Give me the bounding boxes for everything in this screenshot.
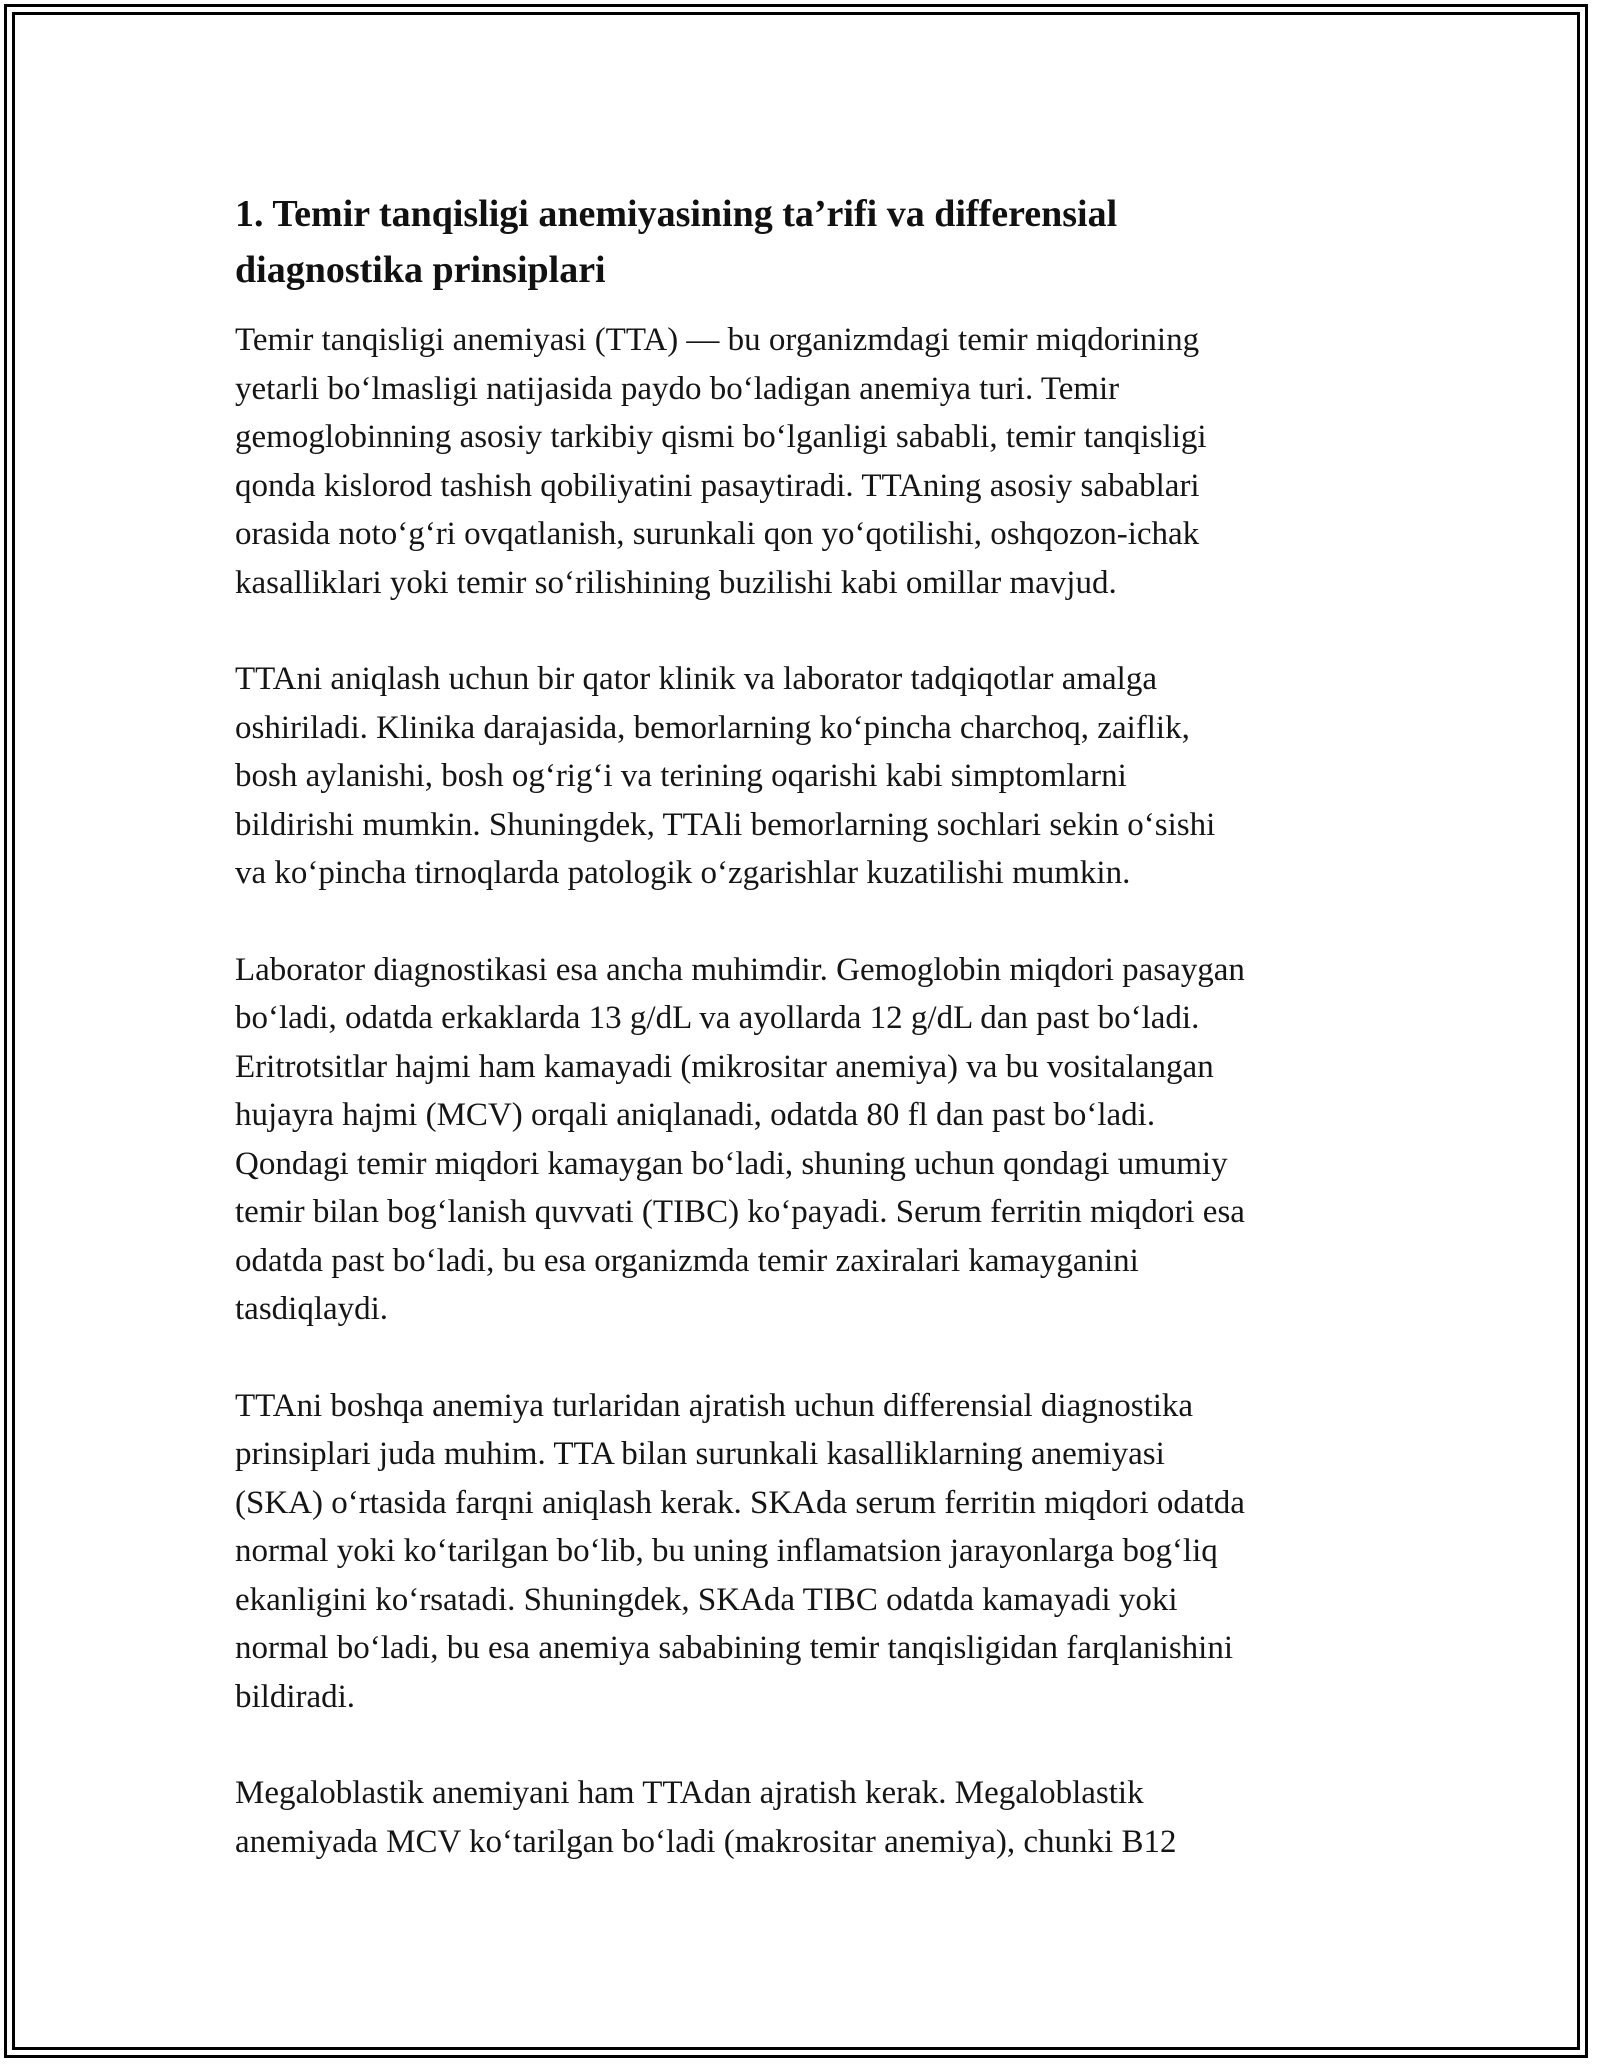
- section-heading-line: diagnostika prinsiplari: [235, 249, 606, 291]
- text-line: (SKA) oʻrtasida farqni aniqlash kerak. SKAda serum ferritin miqdori odatda: [235, 1484, 1245, 1521]
- text-line: hujayra hajmi (MCV) orqali aniqlanadi, odatda 80 fl dan past boʻladi.: [235, 1097, 1156, 1133]
- text-line: tasdiqlaydi.: [235, 1291, 389, 1327]
- paragraph-differential: [235, 1382, 1380, 1722]
- document-body: [235, 186, 1380, 1914]
- text-line: TTAni aniqlash uchun bir qator klinik va laborator tadqiqotlar amalga: [235, 661, 1158, 697]
- text-line: normal yoki koʻtarilgan boʻlib, bu uning inflamatsion jarayonlarga bogʻliq: [235, 1533, 1218, 1569]
- text-line: boʻladi, odatda erkaklarda 13 g/dL va ayollarda 12 g/dL dan past boʻladi.: [235, 1000, 1200, 1036]
- text-line: odatda past boʻladi, bu esa organizmda temir zaxiralari kamayganini: [235, 1242, 1139, 1279]
- text-line: Temir tanqisligi anemiyasi (TTA) — bu organizmdagi temir miqdorining: [235, 322, 1200, 358]
- paragraph-laboratory: [235, 946, 1380, 1334]
- text-line: kasalliklari yoki temir soʻrilishining buzilishi kabi omillar mavjud.: [235, 564, 1117, 601]
- text-line: bosh aylanishi, bosh ogʻrigʻi va terining oqarishi kabi simptomlarni: [235, 758, 1127, 794]
- text-line: yetarli boʻlmasligi natijasida paydo boʻladigan anemiya turi. Temir: [235, 370, 1120, 407]
- text-line: temir bilan bogʻlanish quvvati (TIBC) koʻpayadi. Serum ferritin miqdori esa: [235, 1194, 1245, 1230]
- text-line: bildiradi.: [235, 1678, 356, 1715]
- section-heading: [235, 186, 1380, 298]
- text-line: bildirishi mumkin. Shuningdek, TTAli bemorlarning sochlari sekin oʻsishi: [235, 806, 1216, 843]
- text-line: prinsiplari juda muhim. TTA bilan surunkali kasalliklarning anemiyasi: [235, 1436, 1165, 1472]
- text-line: TTAni boshqa anemiya turlaridan ajratish uchun differensial diagnostika: [235, 1387, 1194, 1424]
- paragraph-megaloblastic: [235, 1769, 1380, 1866]
- text-line: normal boʻladi, bu esa anemiya sababining temir tanqisligidan farqlanishini: [235, 1630, 1233, 1666]
- text-line: Eritrotsitlar hajmi ham kamayadi (mikrositar anemiya) va bu vositalangan: [235, 1048, 1214, 1085]
- text-line: va koʻpincha tirnoqlarda patologik oʻzgarishlar kuzatilishi mumkin.: [235, 855, 1131, 891]
- paragraph-clinical: [235, 655, 1380, 898]
- text-line: Megaloblastik anemiyani ham TTAdan ajratish kerak. Megaloblastik: [235, 1775, 1144, 1811]
- text-line: qonda kislorod tashish qobiliyatini pasaytiradi. TTAning asosiy sabablari: [235, 467, 1200, 504]
- text-line: gemoglobinning asosiy tarkibiy qismi boʻlganligi sababli, temir tanqisligi: [235, 419, 1207, 455]
- paragraph-definition: [235, 316, 1380, 607]
- section-heading-line: 1. Temir tanqisligi anemiyasining ta’rifi va differensial: [235, 193, 1118, 235]
- text-line: ekanligini koʻrsatadi. Shuningdek, SKAda TIBC odatda kamayadi yoki: [235, 1581, 1178, 1618]
- text-line: Laborator diagnostikasi esa ancha muhimdir. Gemoglobin miqdori pasaygan: [235, 951, 1245, 988]
- text-line: anemiyada MCV koʻtarilgan boʻladi (makrositar anemiya), chunki B12: [235, 1823, 1177, 1860]
- text-line: orasida notoʻgʻri ovqatlanish, surunkali qon yoʻqotilishi, oshqozon-ichak: [235, 516, 1200, 552]
- text-line: oshiriladi. Klinika darajasida, bemorlarning koʻpincha charchoq, zaiflik,: [235, 709, 1190, 746]
- text-line: Qondagi temir miqdori kamaygan boʻladi, shuning uchun qondagi umumiy: [235, 1145, 1228, 1182]
